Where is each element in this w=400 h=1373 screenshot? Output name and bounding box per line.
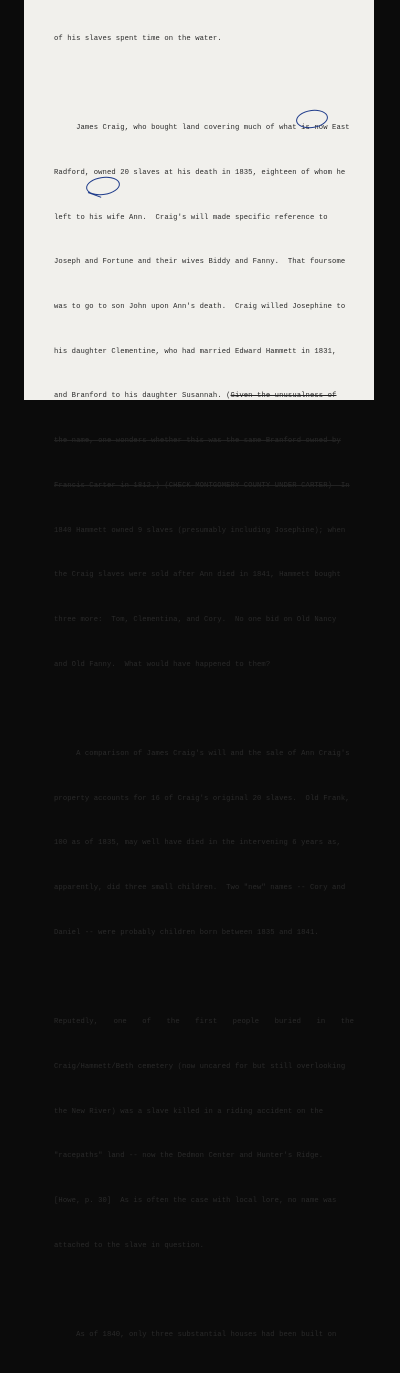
text-line: three more: Tom, Clementina, and Cory. No one bid on Old Nancy: [54, 615, 337, 624]
text-line: James Craig, who bought land covering much of what is now East: [54, 124, 350, 133]
text-line: left to his wife Ann. Craig's will made specific reference to: [54, 213, 328, 222]
struck-text-segment: Given the unusualness of: [230, 392, 337, 401]
text-segment: and Branford to his daughter Susannah. (: [54, 392, 231, 401]
text-line: of his slaves spent time on the water.: [54, 34, 222, 43]
text-line: the New River) was a slave killed in a riding accident on the: [54, 1107, 324, 1116]
text-line-partial-strike: [54, 389, 354, 404]
text-line: A comparison of James Craig's will and the sale of Ann Craig's: [54, 750, 350, 759]
text-line: his daughter Clementine, who had married Edward Hammett in 1831,: [54, 347, 337, 356]
text-line: attached to the slave in question.: [54, 1241, 205, 1250]
text-line: the Craig slaves were sold after Ann died in 1841, Hammett bought: [54, 571, 341, 580]
text-line: 1840 Hammett owned 9 slaves (presumably including Josephine); when: [54, 526, 346, 535]
text-line: Daniel -- were probably children born between 1835 and 1841.: [54, 928, 319, 937]
text-line: As of 1840, only three substantial houses had been built on: [54, 1331, 337, 1340]
text-line: Radford, owned 20 slaves at his death in 1835, eighteen of whom he: [54, 168, 346, 177]
document-text: [54, 2, 354, 1373]
text-line: and Old Fanny. What would have happened to them?: [54, 660, 271, 669]
document-page: [24, 0, 374, 1340]
text-line: was to go to son John upon Ann's death. Craig willed Josephine to: [54, 303, 346, 312]
text-line-struck: Francis Carter in 1812.) (CHECK MONTGOMERY COUNTY UNDER CARTER) In: [54, 481, 350, 490]
text-line: 100 as of 1835, may well have died in the intervening 6 years as,: [54, 839, 341, 848]
text-line: [54, 702, 354, 717]
text-line: [54, 1284, 354, 1299]
text-line: Joseph and Fortune and their wives Biddy and Fanny. That foursome: [54, 258, 346, 267]
text-line: apparently, did three small children. Two "new" names -- Cory and: [54, 884, 346, 893]
text-line: property accounts for 16 of Craig's original 20 slaves. Old Frank,: [54, 794, 350, 803]
text-line: [54, 77, 354, 92]
text-line: [Howe, p. 30] As is often the case with local lore, no name was: [54, 1197, 337, 1206]
text-line-struck: the name, one wonders whether this was the same Branford owned by: [54, 437, 341, 446]
text-line: Craig/Hammett/Beth cemetery (now uncared for but still overlooking: [54, 1062, 346, 1071]
text-line: Reputedly, one of the first people buried in the: [54, 1018, 354, 1027]
text-line: [54, 971, 354, 986]
text-line: "racepaths" land -- now the Dedmon Center and Hunter's Ridge.: [54, 1152, 324, 1161]
